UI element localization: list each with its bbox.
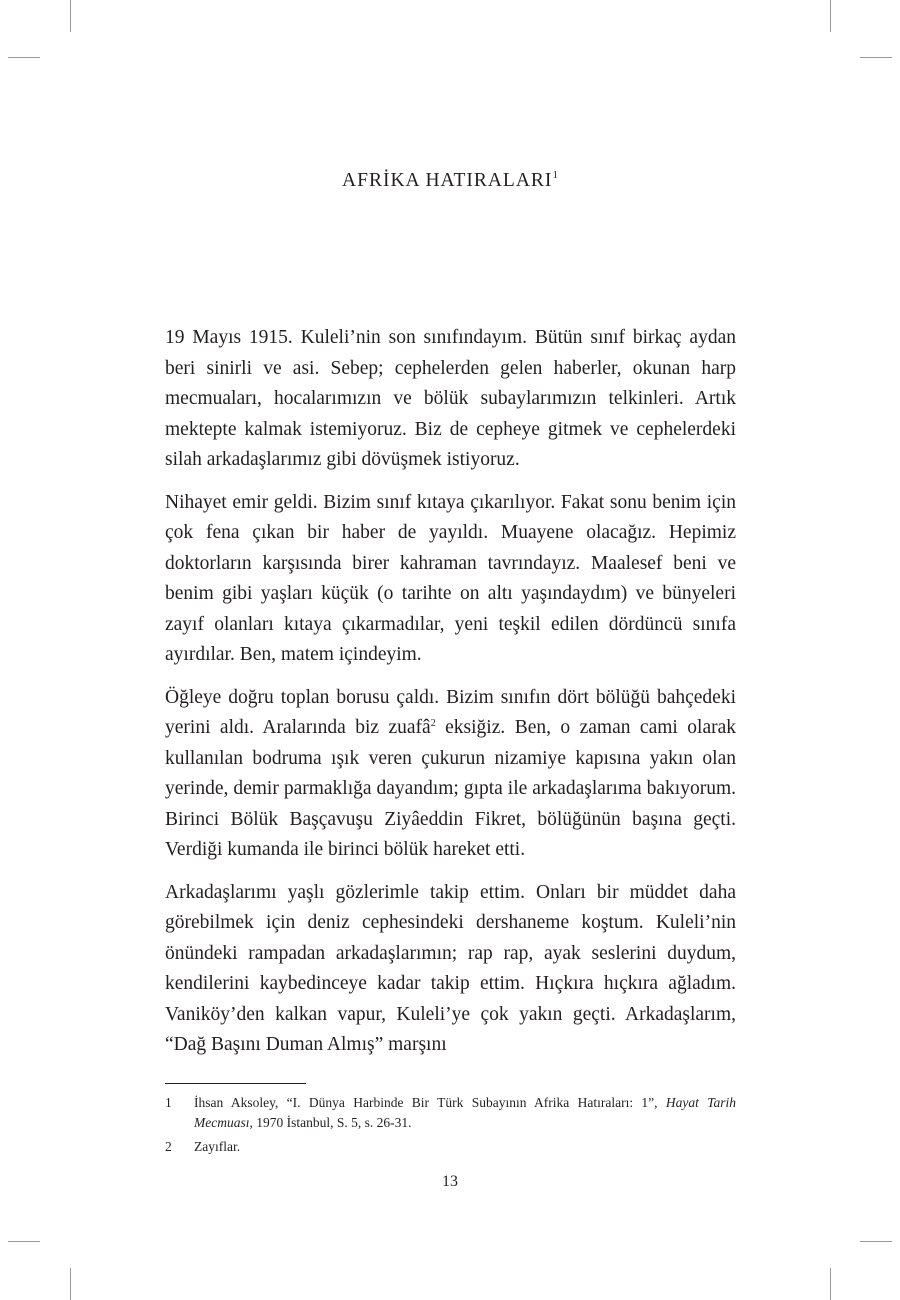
footnote-2-text: Zayıflar.	[194, 1139, 241, 1154]
footnote-separator	[165, 1083, 306, 1084]
page-number: 13	[442, 1173, 458, 1190]
crop-mark-right-top	[860, 57, 892, 58]
crop-mark-top-right	[830, 0, 831, 32]
footnote-ref-2[interactable]: 2	[430, 718, 436, 729]
paragraph-1: 19 Mayıs 1915. Kuleli’nin son sınıfındayım. Bütün sınıf birkaç aydan beri sinirli ve asi. Sebep; cephelerden gelen haberler, okunan harp mecmuaları, hocalarımızın ve bölük subaylarımızın telkinleri. Artık mektepte kalmak istemiyoruz. Biz de cepheye gitmek ve cephelerdeki silah arkadaşlarımız gibi dövüşmek istiyoruz.	[165, 327, 736, 470]
crop-mark-bottom-left	[70, 1268, 71, 1300]
chapter-footnote-ref[interactable]: 1	[552, 169, 558, 181]
crop-mark-top-left	[70, 0, 71, 32]
crop-mark-bottom-right	[830, 1268, 831, 1300]
paragraph-3-part-1: Öğleye doğru toplan borusu çaldı. Bizim sınıfın dört bölüğü bahçedeki yerini aldı. Aralarında biz zuafâ	[165, 686, 736, 738]
chapter-title-text: AFRİKA HATIRALARI	[342, 170, 553, 191]
footnote-1-text-before: İhsan Aksoley, “I. Dünya Harbinde Bir Türk Subayının Afrika Hatıraları: 1”,	[194, 1095, 666, 1110]
footnote-2	[165, 1137, 736, 1157]
footnotes	[165, 1093, 736, 1161]
footnote-1-number: 1	[165, 1095, 172, 1110]
crop-mark-left-top	[8, 57, 40, 58]
footnote-1-journal: Hayat Tarih Mecmuası	[194, 1095, 736, 1130]
crop-mark-left-bottom	[8, 1241, 40, 1242]
paragraph-4: Arkadaşlarımı yaşlı gözlerimle takip ettim. Onları bir müddet daha görebilmek için deniz cephesindeki dershaneme koştum. Kuleli’nin önündeki rampadan arkadaşlarımın; rap rap, ayak seslerini duydum, kendilerini kaybedinceye kadar takip ettim. Hıçkıra hıçkıra ağladım. Vaniköy’den kalkan vapur, Kuleli’ye çok yakın geçti. Arkadaşlarım, “Dağ Başını Duman Almış” marşını	[165, 881, 736, 1055]
chapter-title	[0, 170, 900, 192]
footnote-1-text-after: , 1970 İstanbul, S. 5, s. 26-31.	[249, 1115, 412, 1130]
body-text	[165, 323, 736, 1073]
crop-mark-right-bottom	[860, 1241, 892, 1242]
paragraph-3	[165, 683, 736, 866]
footnote-1	[165, 1093, 736, 1133]
paragraph-2: Nihayet emir geldi. Bizim sınıf kıtaya çıkarılıyor. Fakat sonu benim için çok fena çıkan bir haber de yayıldı. Muayene olacağız. Hepimiz doktorların karşısında birer kahraman tavrındayız. Maalesef beni ve benim gibi yaşları küçük (o tarihte on altı yaşındaydım) ve bünyeleri zayıf olanları kıtaya çıkarmadılar, yeni teşkil edilen dördüncü sınıfa ayırdılar. Ben, matem içindeyim.	[165, 491, 736, 665]
paragraph-3-part-2: eksiğiz. Ben, o zaman cami olarak kullanılan bodruma ışık veren çukurun nizamiye kapısına yakın olan yerinde, demir parmaklığa dayandım; gıpta ile arkadaşlarıma bakıyorum. Birinci Bölük Başçavuşu Ziyâeddin Fikret, bölüğünün başına geçti. Verdiği kumanda ile birinci bölük hareket etti.	[165, 717, 736, 860]
footnote-2-number: 2	[165, 1139, 172, 1154]
